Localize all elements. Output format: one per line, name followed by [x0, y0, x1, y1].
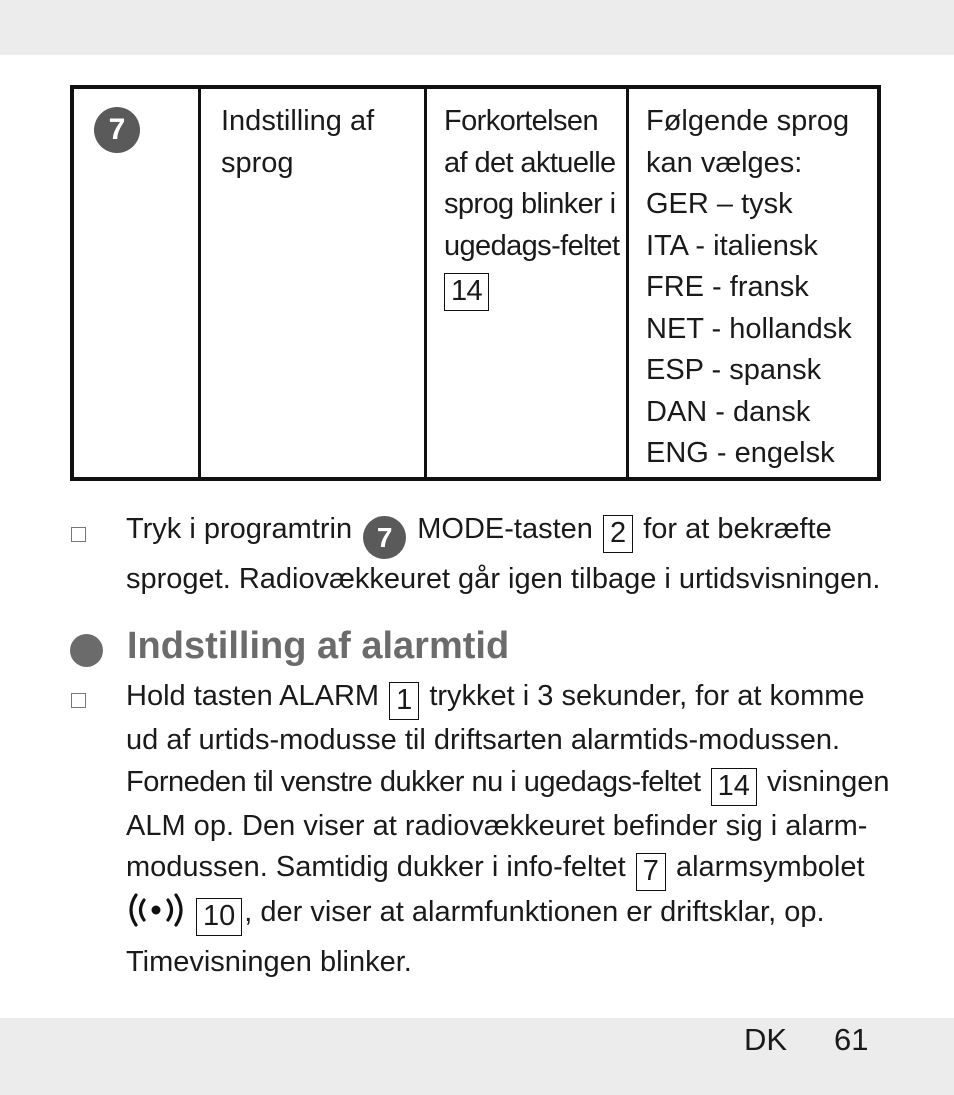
section-dot-icon [70, 634, 103, 667]
page-number: 61 [834, 1022, 869, 1057]
language-option: FRE - fransk [646, 271, 809, 303]
checkbox-bullet-icon [71, 693, 86, 708]
table-cell-options [629, 89, 877, 477]
display-line: af det aktuelle [444, 146, 616, 179]
options-line: Følgende sprog [646, 105, 850, 137]
footer-language-code: DK [744, 1022, 788, 1057]
language-option: ESP - spansk [646, 354, 822, 386]
options-line: kan vælges: [646, 146, 803, 179]
function-line: sprog [221, 146, 294, 179]
para-text: visningen [766, 765, 890, 798]
alarm-time-paragraph [126, 676, 890, 983]
display-line-ref [444, 267, 626, 311]
table-cell-step [74, 89, 201, 477]
reference-number: 14 [444, 273, 489, 311]
para-text: Hold tasten ALARM [126, 680, 380, 712]
para-text: Tryk i programtrin [126, 513, 353, 545]
para-text: Timevisningen blinker. [126, 945, 412, 978]
function-line: Indstilling af [221, 105, 375, 137]
reference-number: 1 [389, 682, 419, 720]
para-text: Forneden til venstre dukker nu i ugedags-feltet [126, 765, 701, 798]
reference-number: 7 [636, 853, 666, 891]
para-text: modussen. Samtidig dukker i info-feltet [126, 851, 626, 883]
para-text: ALM op. Den viser at radiovækkeuret befinder sig i alarm- [126, 809, 868, 842]
bottom-band [0, 1018, 954, 1095]
step-number-badge: 7 [363, 516, 406, 559]
para-text: for at bekræfte [643, 513, 832, 545]
table-cell-function [201, 89, 427, 477]
language-settings-table [70, 85, 881, 481]
language-option: ENG - engelsk [646, 437, 835, 469]
section-heading: Indstilling af alarmtid [127, 625, 510, 667]
alarm-signal-icon [126, 891, 194, 942]
para-text: sproget. Radiovækkeuret går igen tilbage i urtidsvisningen. [126, 563, 881, 596]
para-text: alarmsymbolet [675, 851, 865, 883]
table-cell-display [427, 89, 629, 477]
para-text: ud af urtids-modusse til driftsarten alarmtids-modussen. [126, 724, 841, 756]
confirm-language-paragraph [126, 509, 880, 601]
para-text: MODE-tasten [417, 513, 593, 545]
checkbox-bullet-icon [71, 527, 86, 542]
reference-number: 2 [603, 515, 633, 553]
language-option: NET - hollandsk [646, 312, 852, 345]
para-text: trykket i 3 sekunder, for at komme [429, 680, 865, 712]
reference-number: 10 [196, 898, 242, 936]
language-option: GER – tysk [646, 188, 793, 220]
display-line: sprog blinker i [444, 188, 616, 220]
display-line: ugedags-feltet [444, 229, 620, 262]
language-option: ITA - italiensk [646, 229, 818, 262]
step-number-badge: 7 [94, 107, 140, 153]
top-band [0, 0, 954, 55]
display-line: Forkortelsen [444, 105, 598, 137]
language-option: DAN - dansk [646, 395, 811, 428]
reference-number: 14 [711, 768, 757, 806]
para-text: , der viser at alarmfunktionen er driftsklar, op. [244, 896, 825, 928]
